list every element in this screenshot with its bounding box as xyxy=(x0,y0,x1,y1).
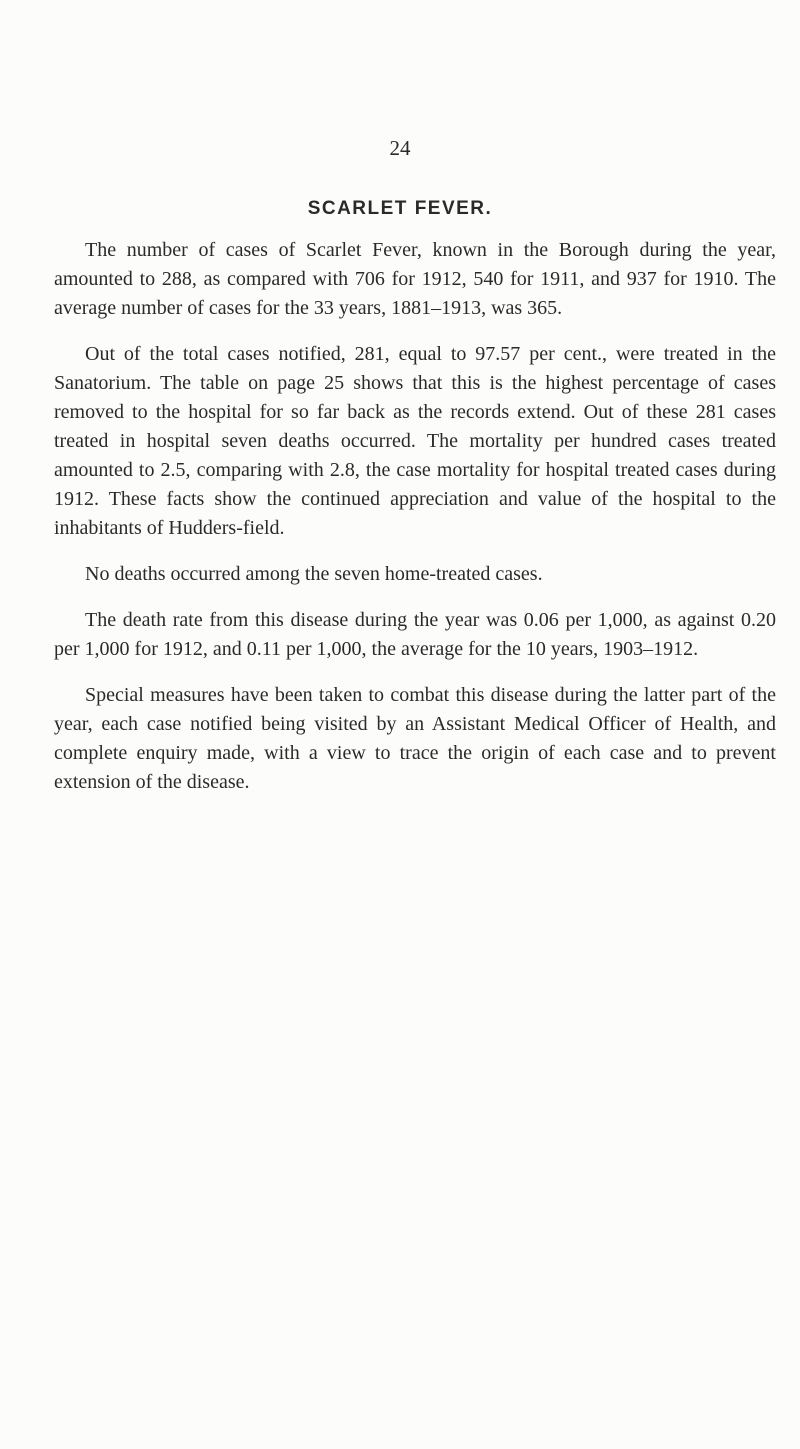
paragraph-home-treated: No deaths occurred among the seven home-treated cases. xyxy=(85,563,543,585)
paragraph-death-rate: The death rate from this disease during the year was 0.06 per 1,000, as against 0.20 per 1,000 for 1912, and 0.11 per 1,000, the average for the 10 years, 1903–1912. xyxy=(54,609,776,660)
paragraph-hospital-treatment: Out of the total cases notified, 281, equal to 97.57 per cent., were treated in the Sanatorium. The table on page 25 shows that this is the highest percentage of cases removed to the hospital for so far back as the records extend. Out of these 281 cases treated in hospital seven deaths occurred. The mortality per hundred cases treated amounted to 2.5, comparing with 2.8, the case mortality for hospital treated cases during 1912. These facts show the continued appreciation and value of the hospital to the inhabitants of Hudders-field. xyxy=(54,343,776,539)
paragraph-case-count: The number of cases of Scarlet Fever, known in the Borough during the year, amounted to 288, as compared with 706 for 1912, 540 for 1911, and 937 for 1910. The average number of cases for the 33 years, 1881–1913, was 365. xyxy=(54,239,776,319)
paragraph-special-measures: Special measures have been taken to combat this disease during the latter part of the year, each case notified being visited by an Assistant Medical Officer of Health, and complete enquiry made, with a view to trace the origin of each case and to prevent extension of the disease. xyxy=(54,684,776,793)
page-number: 24 xyxy=(389,136,411,160)
page-title: SCARLET FEVER. xyxy=(307,198,493,219)
body-text xyxy=(54,236,776,814)
